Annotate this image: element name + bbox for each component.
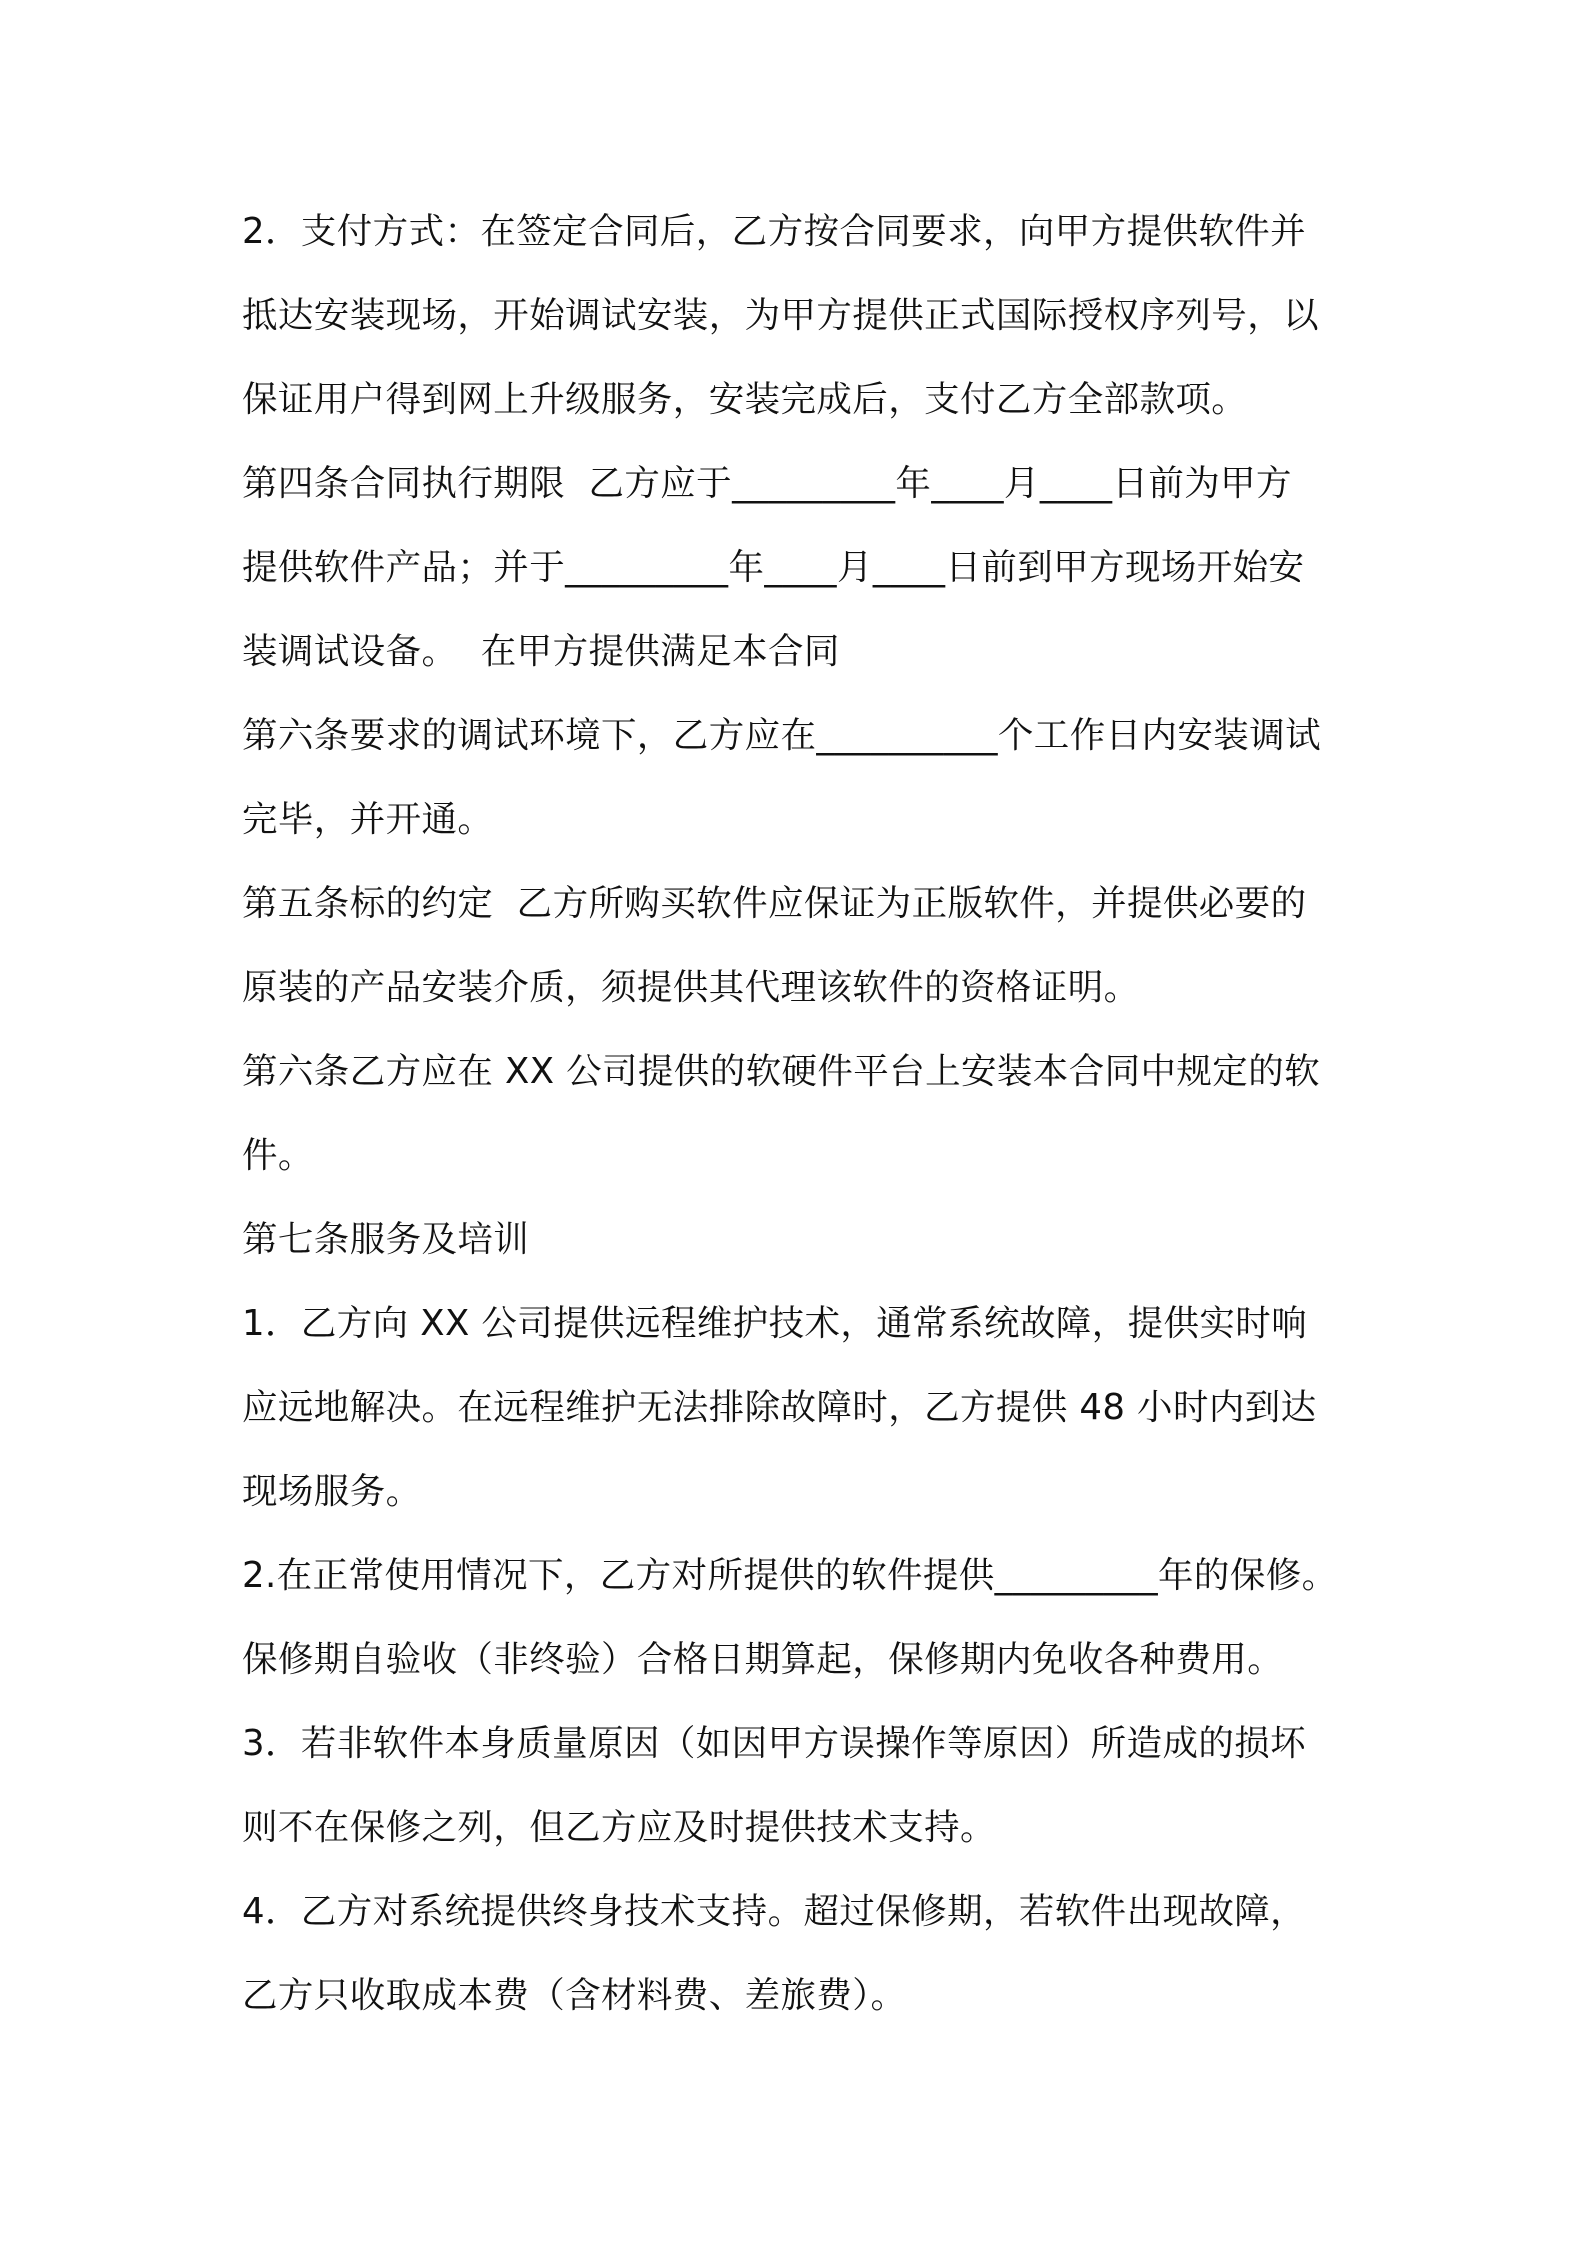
text-line-6: 装调试设备。 在甲方提供满足本合同 bbox=[242, 631, 840, 672]
text-line-16: 现场服务。 bbox=[242, 1471, 422, 1512]
text-line-1: 2．支付方式：在签定合同后，乙方按合同要求，向甲方提供软件并 bbox=[242, 211, 1307, 252]
text-line-21: 4．乙方对系统提供终身技术支持。超过保修期，若软件出现故障， bbox=[242, 1891, 1307, 1932]
text-line-17: 2.在正常使用情况下，乙方对所提供的软件提供_________年的保修。 bbox=[242, 1555, 1338, 1596]
text-line-15: 应远地解决。在远程维护无法排除故障时，乙方提供 48 小时内到达 bbox=[242, 1387, 1317, 1428]
text-line-22: 乙方只收取成本费（含材料费、差旅费）。 bbox=[242, 1975, 907, 2016]
text-line-2: 抵达安装现场，开始调试安装，为甲方提供正式国际授权序列号，以 bbox=[242, 295, 1320, 336]
text-line-4: 第四条合同执行期限 乙方应于_________年____月____日前为甲方 bbox=[242, 463, 1292, 504]
text-line-12: 件。 bbox=[242, 1135, 314, 1176]
text-line-7: 第六条要求的调试环境下，乙方应在__________个工作日内安装调试 bbox=[242, 715, 1322, 756]
text-line-5: 提供软件产品；并于_________年____月____日前到甲方现场开始安 bbox=[242, 547, 1305, 588]
text-line-18: 保修期自验收（非终验）合格日期算起，保修期内免收各种费用。 bbox=[242, 1639, 1284, 1680]
text-line-8: 完毕，并开通。 bbox=[242, 799, 494, 840]
section-heading-7: 第七条服务及培训 bbox=[242, 1219, 530, 1260]
text-line-19: 3．若非软件本身质量原因（如因甲方误操作等原因）所造成的损坏 bbox=[242, 1723, 1307, 1764]
text-line-10: 原装的产品安装介质，须提供其代理该软件的资格证明。 bbox=[242, 967, 1140, 1008]
text-line-20: 则不在保修之列，但乙方应及时提供技术支持。 bbox=[242, 1807, 996, 1848]
text-line-9: 第五条标的约定 乙方所购买软件应保证为正版软件，并提供必要的 bbox=[242, 883, 1307, 924]
text-line-14: 1．乙方向 XX 公司提供远程维护技术，通常系统故障，提供实时响 bbox=[242, 1303, 1308, 1344]
document-body bbox=[242, 190, 1362, 2038]
text-line-3: 保证用户得到网上升级服务，安装完成后，支付乙方全部款项。 bbox=[242, 379, 1248, 420]
text-line-11: 第六条乙方应在 XX 公司提供的软硬件平台上安装本合同中规定的软 bbox=[242, 1051, 1321, 1092]
